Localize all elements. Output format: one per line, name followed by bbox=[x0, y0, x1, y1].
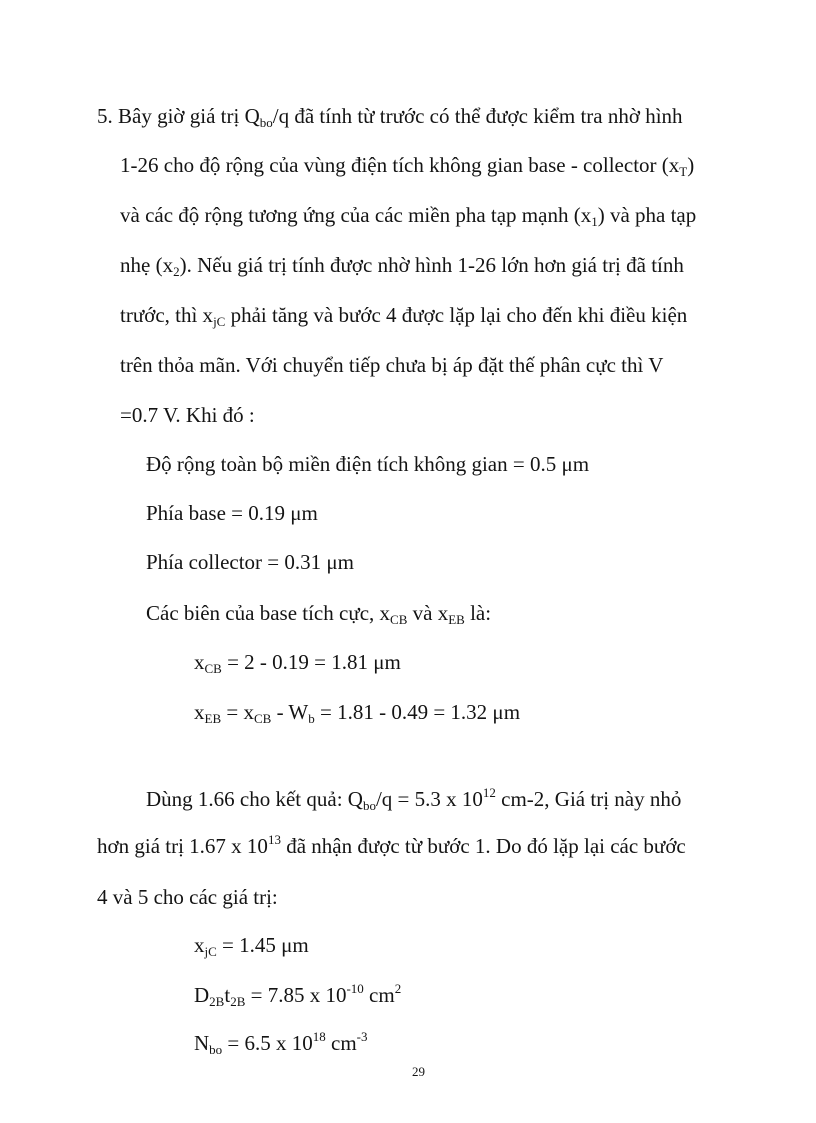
step5-line-1: 5. Bây giờ giá trị $Q_{bo}/q$ đã tính từ trước có thể được kiểm tra nhờ hình bbox=[97, 104, 683, 130]
equation-xjc: $x_{jC} = 1.45$ μm bbox=[194, 933, 309, 959]
step5-line-6: trên thỏa mãn. Với chuyển tiếp chưa bị áp đặt thế phân cực thì V bbox=[120, 353, 664, 377]
collector-side: Phía collector = 0.31 μm bbox=[146, 550, 354, 574]
step5-line-3: và các độ rộng tương ứng của các miền pha tạp mạnh $(x_1)$ và pha tạp bbox=[120, 203, 697, 229]
equation-xeb: $x_{EB} = x_{CB} - W_b = 1.81 - 0.49 = 1.32$ μm bbox=[194, 700, 521, 726]
para2-line-3: 4 và 5 cho các giá trị: bbox=[97, 885, 278, 909]
para2-line-1: Dùng 1.66 cho kết quả: $Q_{bo}/q = 5.3$ x $10^{12}$ cm-2, Giá trị này nhỏ bbox=[146, 785, 682, 813]
step5-line-4: nhẹ $(x_2)$. Nếu giá trị tính được nhờ hình 1-26 lớn hơn giá trị đã tính bbox=[120, 253, 684, 279]
para2-line-2: hơn giá trị 1.67 x $10^{13}$ đã nhận được từ bước 1. Do đó lặp lại các bước bbox=[97, 832, 686, 858]
step5-line-2: 1-26 cho độ rộng của vùng điện tích không gian base - collector $(x_T)$ bbox=[120, 153, 695, 179]
base-side: Phía base = 0.19 μm bbox=[146, 501, 318, 525]
page-number: 29 bbox=[412, 1064, 425, 1079]
space-charge-width: Độ rộng toàn bộ miền điện tích không gian = 0.5 μm bbox=[146, 452, 590, 476]
equation-xcb: $x_{CB} = 2 - 0.19 = 1.81$ μm bbox=[194, 650, 401, 676]
step5-line-5: trước, thì $x_{jC}$ phải tăng và bước 4 được lặp lại cho đến khi điều kiện bbox=[120, 303, 688, 329]
equation-nbo: $N_{bo} = 6.5$ x $10^{18}$ $cm^{-3}$ bbox=[194, 1029, 368, 1057]
active-base-bounds: Các biên của base tích cực, $x_{CB}$ và $x_{EB}$ là: bbox=[146, 601, 492, 627]
step5-line-7: =0.7 V. Khi đó : bbox=[120, 403, 255, 427]
equation-d2bt2b: $D_{2B}t_{2B} = 7.85$ x $10^{-10}$ $cm^2$ bbox=[194, 981, 402, 1009]
